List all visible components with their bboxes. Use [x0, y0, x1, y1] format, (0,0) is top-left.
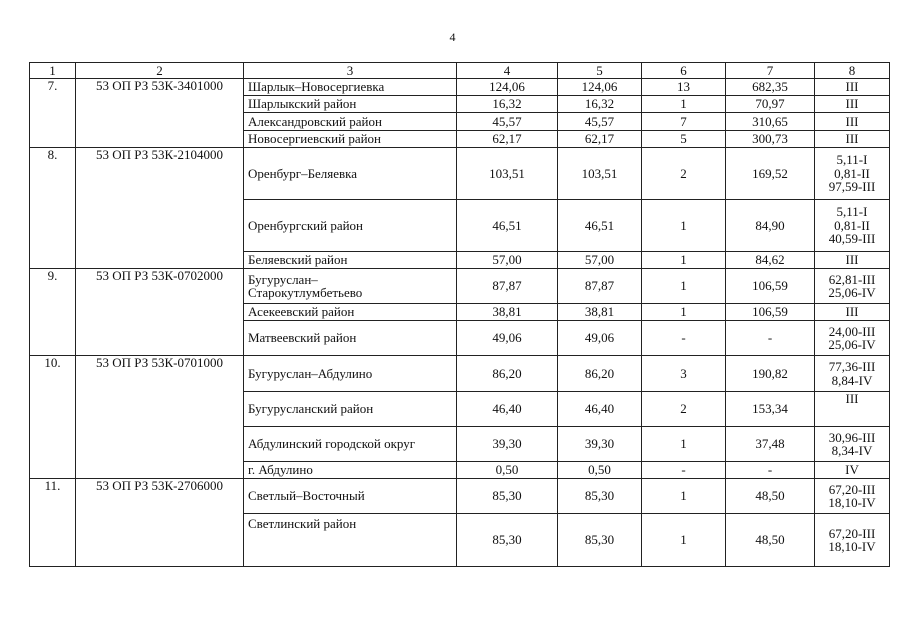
category-line: 5,11-I [836, 152, 868, 168]
category: III [815, 96, 890, 113]
header-row [30, 63, 890, 79]
length-total: 16,32 [457, 96, 558, 113]
length-hard: 85,30 [558, 514, 642, 567]
bridge-length: 169,52 [726, 148, 815, 200]
length-total: 62,17 [457, 131, 558, 148]
bridge-count: 7 [642, 113, 726, 131]
header-cell: 3 [244, 63, 457, 79]
section-name [244, 269, 457, 304]
length-hard: 62,17 [558, 131, 642, 148]
section-name: Шарлыкский район [244, 96, 457, 113]
length-total: 38,81 [457, 304, 558, 321]
section-name: г. Абдулино [244, 462, 457, 479]
bridge-length: 37,48 [726, 427, 815, 462]
category-line: 18,10-IV [828, 495, 876, 510]
length-hard: 46,40 [558, 392, 642, 427]
category: III [815, 79, 890, 96]
category-line: 18,10-IV [828, 539, 876, 554]
category-line: 0,81-II [834, 165, 870, 181]
section-name: Асекеевский район [244, 304, 457, 321]
length-hard: 39,30 [558, 427, 642, 462]
row-number: 7. [30, 79, 76, 148]
category [815, 321, 890, 356]
bridge-length: 300,73 [726, 131, 815, 148]
length-total: 39,30 [457, 427, 558, 462]
bridge-length: 84,90 [726, 200, 815, 252]
category-line: 25,06-IV [828, 285, 876, 300]
category-line: 67,20-III [828, 481, 876, 497]
section-name: Шарлык–Новосергиевка [244, 79, 457, 96]
length-hard: 45,57 [558, 113, 642, 131]
length-total: 0,50 [457, 462, 558, 479]
page-number: 4 [449, 30, 456, 44]
bridge-length: 153,34 [726, 392, 815, 427]
length-hard: 86,20 [558, 356, 642, 392]
category-line: 67,20-III [828, 525, 876, 541]
header-cell: 2 [76, 63, 244, 79]
bridge-count: 1 [642, 514, 726, 567]
section-name-line: Старокутлумбетьево [248, 285, 363, 300]
bridge-length: 310,65 [726, 113, 815, 131]
length-total: 87,87 [457, 269, 558, 304]
length-hard: 0,50 [558, 462, 642, 479]
row-number: 9. [30, 269, 76, 356]
length-hard: 103,51 [558, 148, 642, 200]
header-cell: 6 [642, 63, 726, 79]
category [815, 479, 890, 514]
section-name: Оренбург–Беляевка [244, 148, 457, 200]
length-total: 46,51 [457, 200, 558, 252]
bridge-length: 48,50 [726, 514, 815, 567]
table-row [30, 79, 890, 96]
length-total: 86,20 [457, 356, 558, 392]
length-total: 49,06 [457, 321, 558, 356]
length-hard: 124,06 [558, 79, 642, 96]
category-line: 77,36-III [828, 359, 876, 374]
row-number: 10. [30, 356, 76, 479]
bridge-count: 1 [642, 427, 726, 462]
section-name: Светлый–Восточный [244, 479, 457, 514]
header-cell: 7 [726, 63, 815, 79]
road-code: 53 ОП РЗ 53К-0701000 [76, 356, 244, 479]
length-total: 85,30 [457, 514, 558, 567]
bridge-count: 1 [642, 96, 726, 113]
bridge-count: 2 [642, 392, 726, 427]
header-cell: 8 [815, 63, 890, 79]
category: III [815, 113, 890, 131]
road-code: 53 ОП РЗ 53К-3401000 [76, 79, 244, 148]
bridge-length: 682,35 [726, 79, 815, 96]
category: III [815, 392, 890, 427]
category [815, 427, 890, 462]
bridge-count: - [642, 321, 726, 356]
category: III [815, 304, 890, 321]
bridge-length: 106,59 [726, 304, 815, 321]
length-total: 45,57 [457, 113, 558, 131]
length-hard: 49,06 [558, 321, 642, 356]
bridge-count: 13 [642, 79, 726, 96]
section-name: Светлинский район [244, 514, 457, 567]
section-name: Матвеевский район [244, 321, 457, 356]
section-name-line: Бугуруслан– [248, 271, 318, 287]
category [815, 269, 890, 304]
length-hard: 16,32 [558, 96, 642, 113]
category-line: 24,00-III [828, 323, 876, 339]
row-number: 11. [30, 479, 76, 567]
header-cell: 1 [30, 63, 76, 79]
section-name: Бугуруслан–Абдулино [244, 356, 457, 392]
bridge-length: - [726, 462, 815, 479]
length-hard: 57,00 [558, 252, 642, 269]
length-total: 103,51 [457, 148, 558, 200]
header-cell: 5 [558, 63, 642, 79]
category [815, 356, 890, 392]
category-line: 97,59-III [828, 179, 876, 195]
header-cell: 4 [457, 63, 558, 79]
category-line: 5,11-I [836, 204, 868, 220]
road-code: 53 ОП РЗ 53К-0702000 [76, 269, 244, 356]
length-total: 57,00 [457, 252, 558, 269]
category: IV [815, 462, 890, 479]
bridge-count: 5 [642, 131, 726, 148]
category-line: 62,81-III [828, 271, 876, 287]
category-line: 0,81-II [834, 217, 870, 233]
roads-table [29, 62, 890, 567]
table-row [30, 269, 890, 304]
section-name: Новосергиевский район [244, 131, 457, 148]
length-hard: 87,87 [558, 269, 642, 304]
road-code: 53 ОП РЗ 53К-2104000 [76, 148, 244, 269]
section-name: Бугурусланский район [244, 392, 457, 427]
bridge-count: 2 [642, 148, 726, 200]
bridge-length: - [726, 321, 815, 356]
category-line: 8,34-IV [831, 443, 873, 458]
category-line: 8,84-IV [831, 372, 873, 388]
bridge-length: 190,82 [726, 356, 815, 392]
category: III [815, 252, 890, 269]
bridge-count: 1 [642, 304, 726, 321]
category: III [815, 131, 890, 148]
bridge-count: 1 [642, 479, 726, 514]
bridge-count: 1 [642, 252, 726, 269]
length-total: 46,40 [457, 392, 558, 427]
bridge-count: 1 [642, 269, 726, 304]
bridge-count: - [642, 462, 726, 479]
bridge-length: 70,97 [726, 96, 815, 113]
category [815, 514, 890, 567]
length-total: 85,30 [457, 479, 558, 514]
table-row [30, 479, 890, 514]
section-name: Оренбургский район [244, 200, 457, 252]
bridge-count: 3 [642, 356, 726, 392]
bridge-length: 106,59 [726, 269, 815, 304]
bridge-length: 84,62 [726, 252, 815, 269]
category-line: 40,59-III [828, 231, 876, 247]
road-code: 53 ОП РЗ 53К-2706000 [76, 479, 244, 567]
section-name: Беляевский район [244, 252, 457, 269]
table-row [30, 148, 890, 200]
category-line: 25,06-IV [828, 337, 876, 352]
length-hard: 38,81 [558, 304, 642, 321]
bridge-length: 48,50 [726, 479, 815, 514]
table-row [30, 356, 890, 392]
category [815, 200, 890, 252]
category-line: 30,96-III [828, 429, 876, 445]
bridge-count: 1 [642, 200, 726, 252]
length-total: 124,06 [457, 79, 558, 96]
section-name: Александровский район [244, 113, 457, 131]
category [815, 148, 890, 200]
length-hard: 85,30 [558, 479, 642, 514]
section-name: Абдулинский городской округ [244, 427, 457, 462]
row-number: 8. [30, 148, 76, 269]
length-hard: 46,51 [558, 200, 642, 252]
